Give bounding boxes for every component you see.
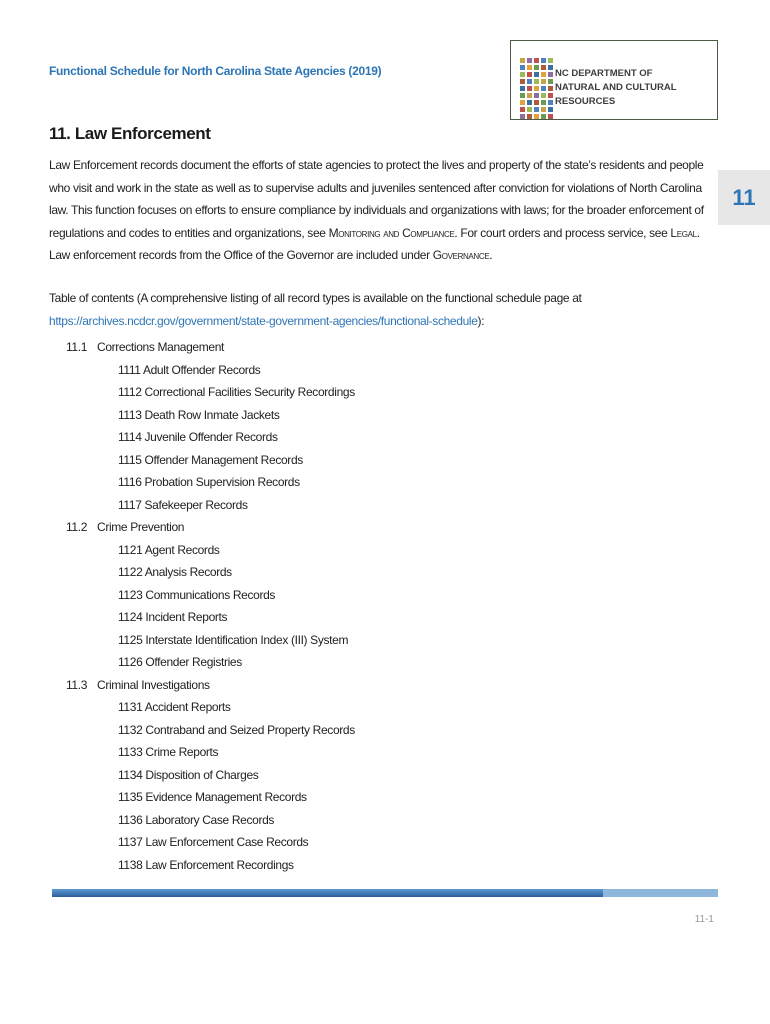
toc-record-item: 1117 Safekeeper Records (118, 497, 248, 512)
toc-section-number: 11.1 (66, 340, 88, 354)
intro-text-4: . (489, 248, 493, 262)
table-of-contents (49, 336, 549, 876)
toc-record-item: 1132 Contraband and Seized Property Records (118, 722, 355, 737)
toc-record-item: 1131 Accident Reports (118, 700, 231, 714)
toc-section-title: Crime Prevention (97, 520, 185, 534)
intro-text-2: . For court orders and process service, see (454, 225, 671, 240)
document-header-title: Functional Schedule for North Carolina State Agencies (2019) (49, 64, 382, 78)
toc-record-item: 1112 Correctional Facilities Security Recordings (118, 385, 355, 399)
toc-record-item: 1122 Analysis Records (118, 565, 232, 579)
toc-record-item: 1137 Law Enforcement Case Records (118, 835, 309, 849)
toc-record-item: 1125 Interstate Identification Index (III) System (118, 632, 349, 647)
intro-ref-monitoring: Monitoring and Compliance (328, 225, 455, 240)
toc-record-item: 1111 Adult Offender Records (118, 362, 261, 377)
toc-section-title: Corrections Management (97, 340, 225, 354)
intro-text-1: Law Enforcement records document the efforts of state agencies to protect the lives and property of the state’s residents and people who visit and work in the state as well as to supervise adults and juveniles sentenced after conviction for violations of North Carolina law. This function focuses on efforts to ensure compliance by individuals and organizations with laws; for the broader enforcement of regulations and codes to entities and organizations, see (49, 158, 704, 240)
toc-record-item: 1113 Death Row Inmate Jackets (118, 407, 280, 422)
toc-intro-end: ): (477, 313, 485, 328)
toc-section (49, 336, 549, 359)
intro-paragraph (49, 154, 719, 267)
logo-mosaic-icon (520, 58, 553, 119)
toc-record-item: 1115 Offender Management Records (118, 452, 303, 467)
logo-text (555, 67, 717, 109)
chapter-tab: 11 (718, 170, 770, 225)
section-heading: 11. Law Enforcement (49, 124, 211, 143)
toc-intro-text: Table of contents (A comprehensive listing of all record types is available on the functional schedule page at (49, 291, 582, 305)
toc-section-number: 11.2 (66, 520, 88, 534)
toc-record-item: 1133 Crime Reports (118, 745, 219, 759)
toc-record-item: 1138 Law Enforcement Recordings (118, 857, 294, 872)
toc-section-number: 11.3 (66, 677, 88, 692)
toc-intro (49, 287, 721, 332)
ncdncr-logo (510, 40, 718, 120)
toc-record-item: 1123 Communications Records (118, 587, 276, 602)
toc-record-item: 1134 Disposition of Charges (118, 767, 259, 782)
footer-bar-accent (603, 889, 718, 897)
intro-ref-governance: Governance (432, 248, 490, 262)
toc-section (49, 516, 549, 539)
toc-section-title: Criminal Investigations (97, 677, 210, 692)
intro-text-3: . Law enforcement records from the Office of the Governor are included under (49, 225, 700, 262)
logo-line-2: NATURAL AND CULTURAL RESOURCES (555, 82, 677, 107)
toc-section (49, 674, 549, 697)
toc-record-item: 1136 Laboratory Case Records (118, 812, 275, 827)
toc-record-item: 1124 Incident Reports (118, 610, 228, 624)
functional-schedule-link[interactable]: https://archives.ncdcr.gov/government/state-government-agencies/functional-schedule (49, 313, 478, 328)
footer-bar (52, 889, 718, 897)
toc-record-item: 1114 Juvenile Offender Records (118, 430, 278, 444)
logo-line-1: NC DEPARTMENT OF (555, 68, 653, 79)
toc-record-item: 1116 Probation Supervision Records (118, 475, 300, 489)
intro-ref-legal: Legal (670, 225, 697, 240)
toc-record-item: 1126 Offender Registries (118, 655, 242, 669)
toc-record-item: 1121 Agent Records (118, 542, 220, 557)
page-number: 11-1 (694, 914, 714, 925)
toc-record-item: 1135 Evidence Management Records (118, 790, 307, 804)
